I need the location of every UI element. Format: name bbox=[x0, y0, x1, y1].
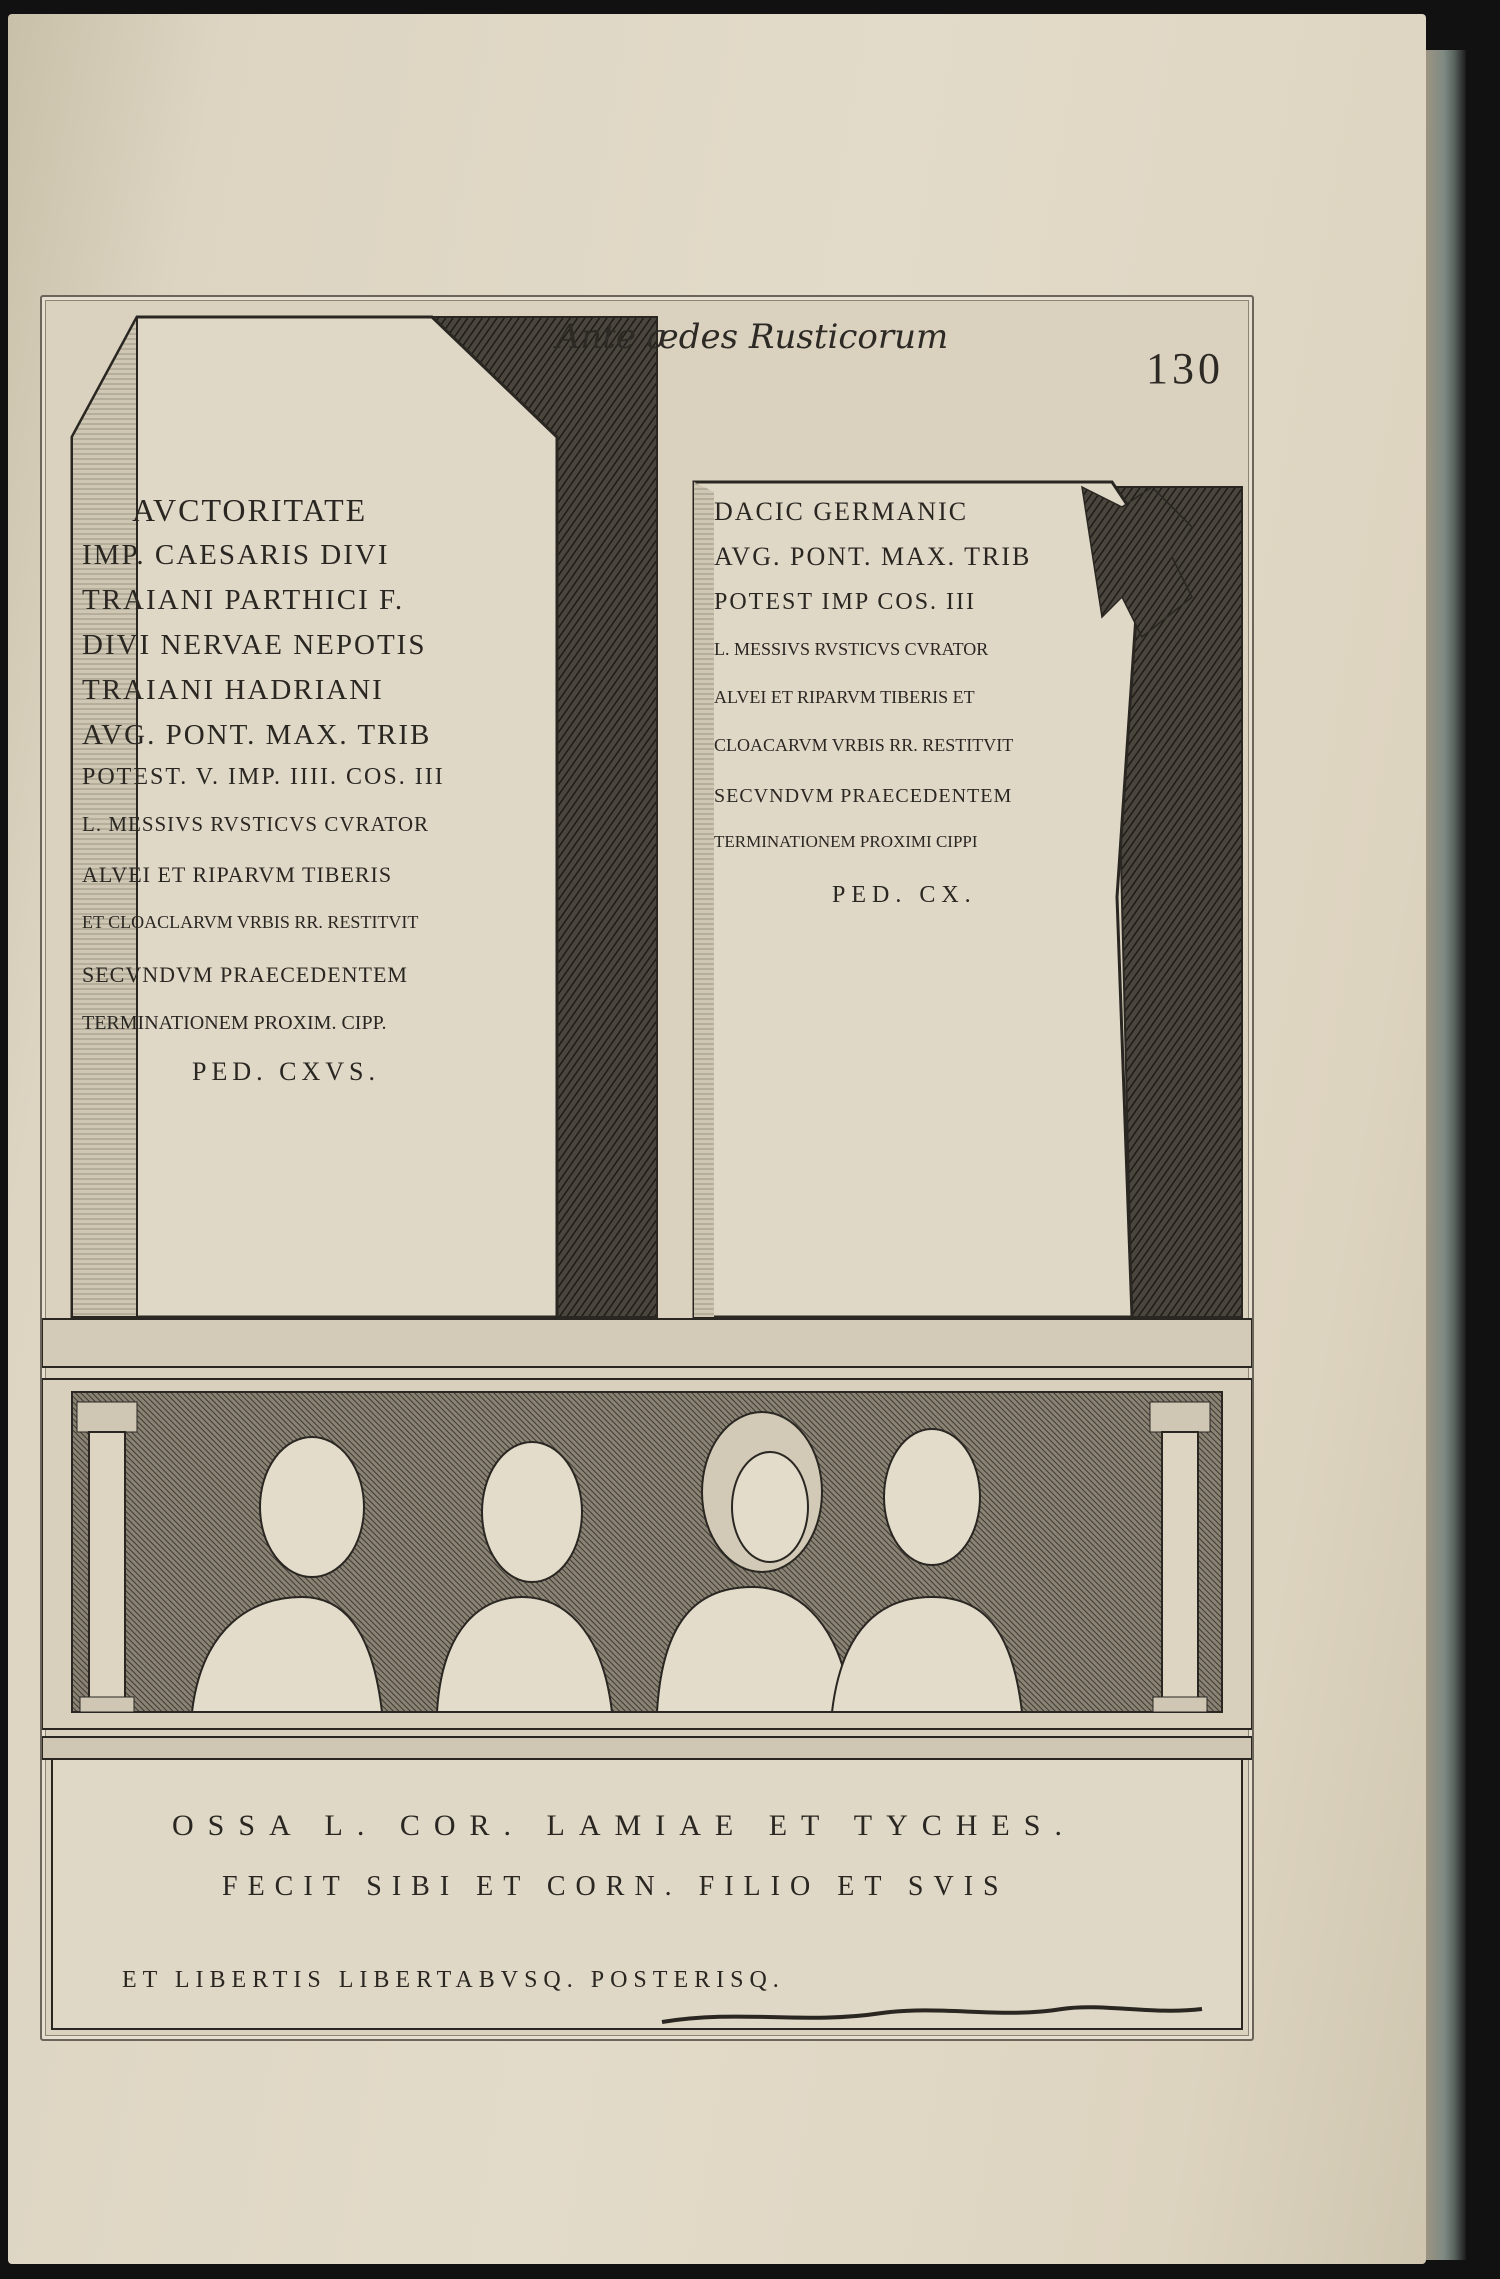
epitaph-line: ET LIBERTIS LIBERTABVSQ. POSTERISQ. bbox=[122, 1967, 785, 1993]
inscription-line: ET CLOACLARVM VRBIS RR. RESTITVIT bbox=[82, 912, 419, 932]
inscription-line: TRAIANI PARTHICI F. bbox=[82, 584, 405, 616]
inscription-line: TRAIANI HADRIANI bbox=[82, 674, 384, 706]
inscription-line: SECVNDVM PRAECEDENTEM bbox=[714, 785, 1013, 807]
engraving-plate bbox=[40, 295, 1254, 2041]
page-number: 130 bbox=[1146, 344, 1224, 393]
inscription-line: POTEST IMP COS. III bbox=[714, 589, 977, 615]
epitaph-panel bbox=[42, 1777, 1252, 2027]
inscription-line: L. MESSIVS RVSTICVS CVRATOR bbox=[82, 812, 430, 836]
inscription-line: DIVI NERVAE NEPOTIS bbox=[82, 629, 427, 661]
inscription-line: AVG. PONT. MAX. TRIB bbox=[714, 542, 1032, 571]
epitaph-line: OSSA L. COR. LAMIAE ET TYCHES. bbox=[172, 1809, 1076, 1842]
inscription-line: AVCTORITATE bbox=[132, 492, 368, 528]
page-stack-edge bbox=[1426, 50, 1466, 2260]
inscription-line: L. MESSIVS RVSTICVS CVRATOR bbox=[714, 639, 989, 659]
inscription-line: IMP. CAESARIS DIVI bbox=[82, 539, 390, 571]
plate-caption: Ante ædes Rusticorum bbox=[555, 317, 949, 357]
inscription-line: AVG. PONT. MAX. TRIB bbox=[82, 719, 432, 751]
inscription-line: DACIC GERMANIC bbox=[714, 497, 969, 526]
inscription-line: CLOACARVM VRBIS RR. RESTITVIT bbox=[714, 735, 1014, 755]
inscription-line: POTEST. V. IMP. IIII. COS. III bbox=[82, 764, 445, 790]
inscription-line: ALVEI ET RIPARVM TIBERIS bbox=[82, 862, 393, 887]
inscription-line: TERMINATIONEM PROXIMI CIPPI bbox=[714, 832, 978, 851]
epitaph-line: FECIT SIBI ET CORN. FILIO ET SVIS bbox=[222, 1871, 1009, 1902]
inscription-line: TERMINATIONEM PROXIM. CIPP. bbox=[82, 1012, 387, 1034]
inscription-line: PED. CX. bbox=[832, 882, 977, 908]
inscription-line: SECVNDVM PRAECEDENTEM bbox=[82, 962, 408, 987]
inscription-line: PED. CXVS. bbox=[192, 1057, 380, 1086]
inscription-line: ALVEI ET RIPARVM TIBERIS ET bbox=[714, 687, 975, 707]
